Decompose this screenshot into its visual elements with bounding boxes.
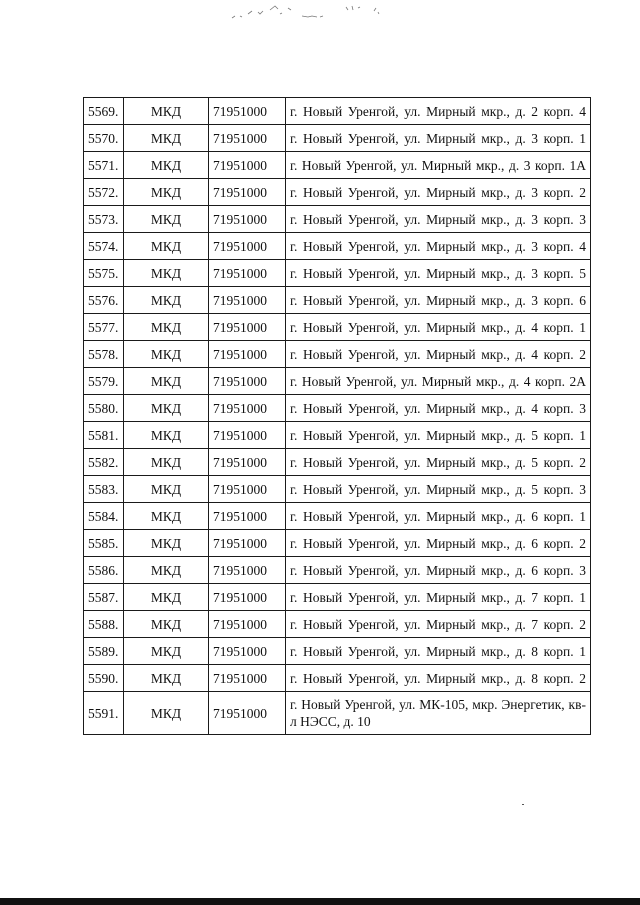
table-row xyxy=(84,557,591,584)
row-number-cell: 5581. xyxy=(84,422,124,449)
address-cell: г. Новый Уренгой, ул. Мирный мкр., д. 3 корп. 1А xyxy=(286,152,591,179)
address-cell: г. Новый Уренгой, ул. Мирный мкр., д. 4 корп. 1 xyxy=(286,314,591,341)
object-type-cell: МКД xyxy=(124,233,209,260)
object-type-cell: МКД xyxy=(124,125,209,152)
row-number-cell: 5578. xyxy=(84,341,124,368)
scan-artifact xyxy=(228,2,398,24)
oktmo-code-cell: 71951000 xyxy=(209,152,286,179)
oktmo-code-cell: 71951000 xyxy=(209,125,286,152)
oktmo-code-cell: 71951000 xyxy=(209,287,286,314)
row-number-cell: 5585. xyxy=(84,530,124,557)
address-cell: г. Новый Уренгой, ул. Мирный мкр., д. 3 корп. 2 xyxy=(286,179,591,206)
row-number-cell: 5582. xyxy=(84,449,124,476)
address-cell: г. Новый Уренгой, ул. Мирный мкр., д. 8 корп. 1 xyxy=(286,638,591,665)
oktmo-code-cell: 71951000 xyxy=(209,476,286,503)
table-row xyxy=(84,152,591,179)
table-row xyxy=(84,260,591,287)
object-type-cell: МКД xyxy=(124,692,209,735)
oktmo-code-cell: 71951000 xyxy=(209,557,286,584)
oktmo-code-cell: 71951000 xyxy=(209,368,286,395)
row-number-cell: 5587. xyxy=(84,584,124,611)
object-type-cell: МКД xyxy=(124,179,209,206)
table-row xyxy=(84,611,591,638)
object-type-cell: МКД xyxy=(124,530,209,557)
object-type-cell: МКД xyxy=(124,476,209,503)
table-row xyxy=(84,314,591,341)
oktmo-code-cell: 71951000 xyxy=(209,665,286,692)
object-type-cell: МКД xyxy=(124,665,209,692)
object-type-cell: МКД xyxy=(124,611,209,638)
object-type-cell: МКД xyxy=(124,638,209,665)
row-number-cell: 5573. xyxy=(84,206,124,233)
registry-table-body xyxy=(84,98,591,735)
oktmo-code-cell: 71951000 xyxy=(209,692,286,735)
oktmo-code-cell: 71951000 xyxy=(209,611,286,638)
oktmo-code-cell: 71951000 xyxy=(209,206,286,233)
table-row xyxy=(84,665,591,692)
oktmo-code-cell: 71951000 xyxy=(209,530,286,557)
table-row xyxy=(84,395,591,422)
row-number-cell: 5591. xyxy=(84,692,124,735)
object-type-cell: МКД xyxy=(124,395,209,422)
address-cell: г. Новый Уренгой, ул. МК-105, мкр. Энергетик, кв-л НЭСС, д. 10 xyxy=(286,692,591,735)
row-number-cell: 5580. xyxy=(84,395,124,422)
address-cell: г. Новый Уренгой, ул. Мирный мкр., д. 3 корп. 6 xyxy=(286,287,591,314)
address-cell: г. Новый Уренгой, ул. Мирный мкр., д. 3 корп. 1 xyxy=(286,125,591,152)
address-cell: г. Новый Уренгой, ул. Мирный мкр., д. 4 корп. 2А xyxy=(286,368,591,395)
row-number-cell: 5572. xyxy=(84,179,124,206)
oktmo-code-cell: 71951000 xyxy=(209,395,286,422)
row-number-cell: 5571. xyxy=(84,152,124,179)
oktmo-code-cell: 71951000 xyxy=(209,584,286,611)
oktmo-code-cell: 71951000 xyxy=(209,260,286,287)
address-cell: г. Новый Уренгой, ул. Мирный мкр., д. 3 корп. 3 xyxy=(286,206,591,233)
address-cell: г. Новый Уренгой, ул. Мирный мкр., д. 2 корп. 4 xyxy=(286,98,591,125)
row-number-cell: 5576. xyxy=(84,287,124,314)
object-type-cell: МКД xyxy=(124,368,209,395)
table-row xyxy=(84,368,591,395)
row-number-cell: 5586. xyxy=(84,557,124,584)
table-row xyxy=(84,476,591,503)
address-cell: г. Новый Уренгой, ул. Мирный мкр., д. 6 корп. 1 xyxy=(286,503,591,530)
object-type-cell: МКД xyxy=(124,422,209,449)
object-type-cell: МКД xyxy=(124,584,209,611)
row-number-cell: 5569. xyxy=(84,98,124,125)
address-cell: г. Новый Уренгой, ул. Мирный мкр., д. 7 корп. 1 xyxy=(286,584,591,611)
row-number-cell: 5583. xyxy=(84,476,124,503)
address-cell: г. Новый Уренгой, ул. Мирный мкр., д. 4 корп. 3 xyxy=(286,395,591,422)
row-number-cell: 5579. xyxy=(84,368,124,395)
table-row xyxy=(84,692,591,735)
table-row xyxy=(84,449,591,476)
address-cell: г. Новый Уренгой, ул. Мирный мкр., д. 8 корп. 2 xyxy=(286,665,591,692)
table-row xyxy=(84,341,591,368)
address-cell: г. Новый Уренгой, ул. Мирный мкр., д. 6 корп. 2 xyxy=(286,530,591,557)
oktmo-code-cell: 71951000 xyxy=(209,341,286,368)
table-row xyxy=(84,206,591,233)
table-row xyxy=(84,179,591,206)
object-type-cell: МКД xyxy=(124,449,209,476)
object-type-cell: МКД xyxy=(124,287,209,314)
table-row xyxy=(84,233,591,260)
table-row xyxy=(84,125,591,152)
address-cell: г. Новый Уренгой, ул. Мирный мкр., д. 3 корп. 5 xyxy=(286,260,591,287)
row-number-cell: 5577. xyxy=(84,314,124,341)
address-cell: г. Новый Уренгой, ул. Мирный мкр., д. 5 корп. 1 xyxy=(286,422,591,449)
object-type-cell: МКД xyxy=(124,314,209,341)
row-number-cell: 5589. xyxy=(84,638,124,665)
address-cell: г. Новый Уренгой, ул. Мирный мкр., д. 7 корп. 2 xyxy=(286,611,591,638)
table-row xyxy=(84,503,591,530)
table-row xyxy=(84,287,591,314)
address-cell: г. Новый Уренгой, ул. Мирный мкр., д. 6 корп. 3 xyxy=(286,557,591,584)
object-type-cell: МКД xyxy=(124,98,209,125)
scan-speck xyxy=(522,804,524,805)
address-cell: г. Новый Уренгой, ул. Мирный мкр., д. 5 корп. 2 xyxy=(286,449,591,476)
address-cell: г. Новый Уренгой, ул. Мирный мкр., д. 4 корп. 2 xyxy=(286,341,591,368)
oktmo-code-cell: 71951000 xyxy=(209,449,286,476)
address-cell: г. Новый Уренгой, ул. Мирный мкр., д. 5 корп. 3 xyxy=(286,476,591,503)
oktmo-code-cell: 71951000 xyxy=(209,503,286,530)
table-row xyxy=(84,584,591,611)
object-type-cell: МКД xyxy=(124,206,209,233)
table-row xyxy=(84,422,591,449)
object-type-cell: МКД xyxy=(124,557,209,584)
oktmo-code-cell: 71951000 xyxy=(209,638,286,665)
oktmo-code-cell: 71951000 xyxy=(209,422,286,449)
address-cell: г. Новый Уренгой, ул. Мирный мкр., д. 3 корп. 4 xyxy=(286,233,591,260)
oktmo-code-cell: 71951000 xyxy=(209,98,286,125)
oktmo-code-cell: 71951000 xyxy=(209,233,286,260)
table-row xyxy=(84,98,591,125)
table-row xyxy=(84,638,591,665)
oktmo-code-cell: 71951000 xyxy=(209,179,286,206)
oktmo-code-cell: 71951000 xyxy=(209,314,286,341)
object-type-cell: МКД xyxy=(124,260,209,287)
object-type-cell: МКД xyxy=(124,503,209,530)
object-type-cell: МКД xyxy=(124,341,209,368)
row-number-cell: 5584. xyxy=(84,503,124,530)
scan-bottom-edge xyxy=(0,898,640,905)
row-number-cell: 5588. xyxy=(84,611,124,638)
row-number-cell: 5574. xyxy=(84,233,124,260)
object-type-cell: МКД xyxy=(124,152,209,179)
registry-table xyxy=(83,97,591,735)
row-number-cell: 5575. xyxy=(84,260,124,287)
table-row xyxy=(84,530,591,557)
row-number-cell: 5570. xyxy=(84,125,124,152)
row-number-cell: 5590. xyxy=(84,665,124,692)
